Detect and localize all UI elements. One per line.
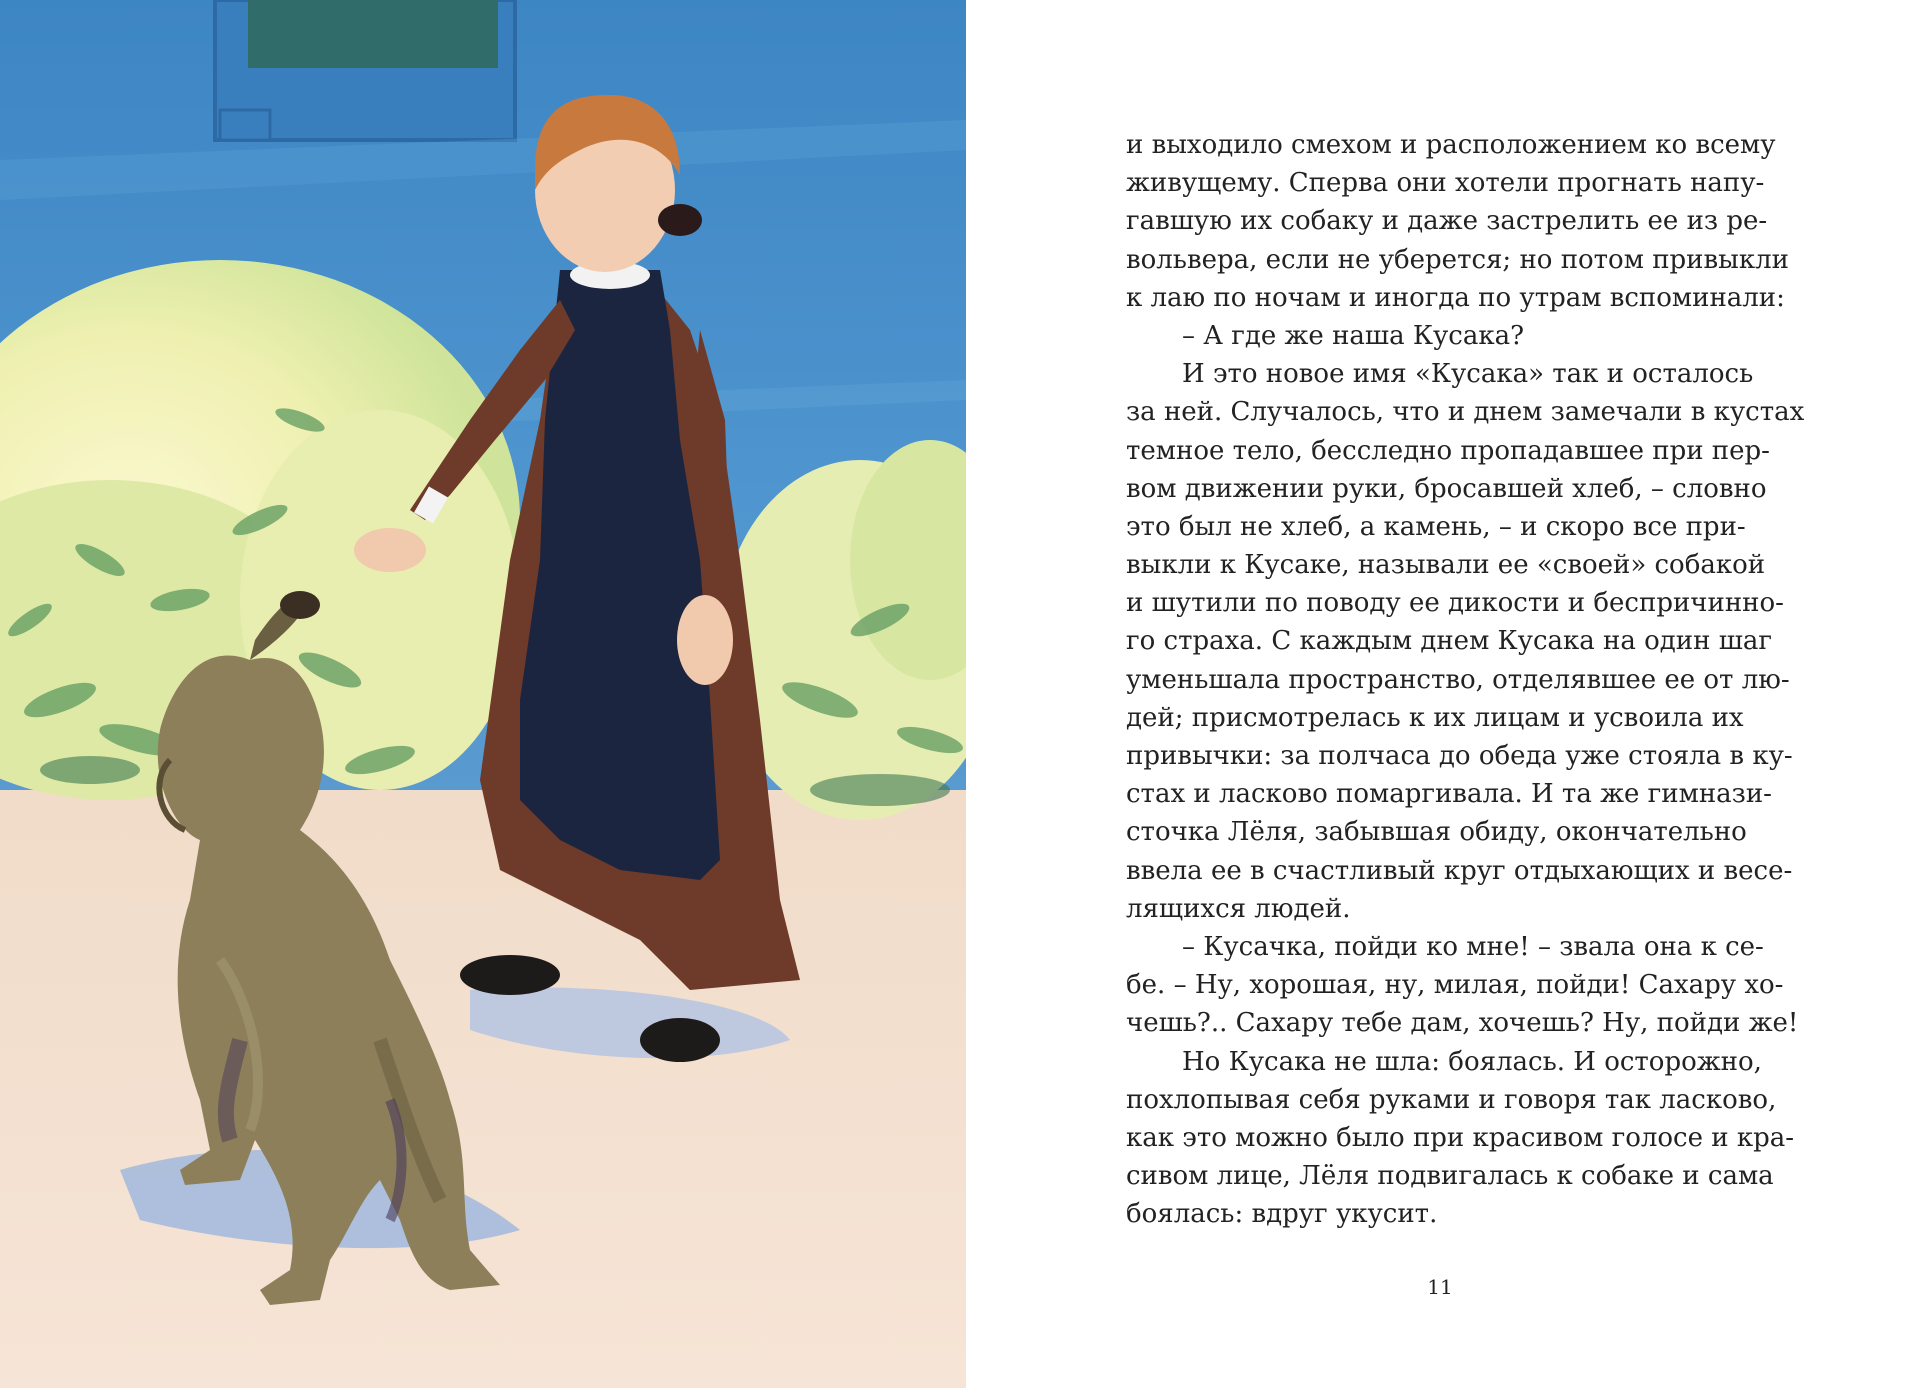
text-line: похлопывая себя руками и говоря так ласково, [1126,1084,1777,1115]
text-line: И это новое имя «Кусака» так и осталось [1182,359,1754,390]
text-line: привычки: за полчаса до обеда уже стояла в ку- [1126,741,1793,771]
text-line: – Кусачка, пойди ко мне! – звала она к се- [1182,931,1764,962]
text-line: лящихся людей. [1126,893,1351,924]
text-line: дей; присмотрелась к их лицам и усвоила их [1126,702,1744,733]
text-line: – А где же наша Кусака? [1182,320,1525,351]
text-line: гавшую их собаку и даже застрелить ее из ре- [1126,206,1768,237]
text-line: как это можно было при красивом голосе и кра- [1126,1122,1795,1153]
text-line: и выходило смехом и расположением ко всему [1126,130,1776,160]
text-line: сточка Лёля, забывшая обиду, окончательно [1126,817,1747,848]
text-line: живущему. Сперва они хотели прогнать напу- [1126,168,1765,199]
text-line: стах и ласково помаргивала. И та же гимнази- [1126,779,1772,810]
page-number: 11 [1427,1275,1453,1299]
body-text [1126,126,1805,1233]
text-line: вольвера, если не уберется; но потом привыкли [1126,244,1789,275]
text-line: сивом лице, Лёля подвигалась к собаке и сама [1126,1161,1774,1192]
text-line: боялась: вдруг укусит. [1126,1199,1438,1230]
text-line: выкли к Кусаке, называли ее «своей» собакой [1126,550,1766,581]
text-line: го страха. С каждым днем Кусака на один шаг [1126,626,1773,657]
text-line: чешь?.. Сахару тебе дам, хочешь? Ну, пойди же! [1126,1008,1799,1039]
text-line: уменьшала пространство, отделявшее ее от лю- [1126,664,1790,695]
text-line: ввела ее в счастливый круг отдыхающих и весе- [1126,855,1793,886]
text-line: за ней. Случалось, что и днем замечали в кустах [1126,397,1805,428]
text-line: Но Кусака не шла: боялась. И осторожно, [1182,1046,1762,1077]
text-page [966,0,1914,1388]
text-line: темное тело, бесследно пропадавшее при пер- [1126,435,1770,466]
text-line: это был не хлеб, а камень, – и скоро все при- [1126,511,1746,542]
text-line: и шутили по поводу ее дикости и беспричинно- [1126,588,1784,619]
text-line: вом движении руки, бросавшей хлеб, – словно [1126,473,1767,504]
text-line: бе. – Ну, хорошая, ну, милая, пойди! Сахару хо- [1126,970,1784,1001]
text-line: к лаю по ночам и иногда по утрам вспоминали: [1126,282,1785,313]
